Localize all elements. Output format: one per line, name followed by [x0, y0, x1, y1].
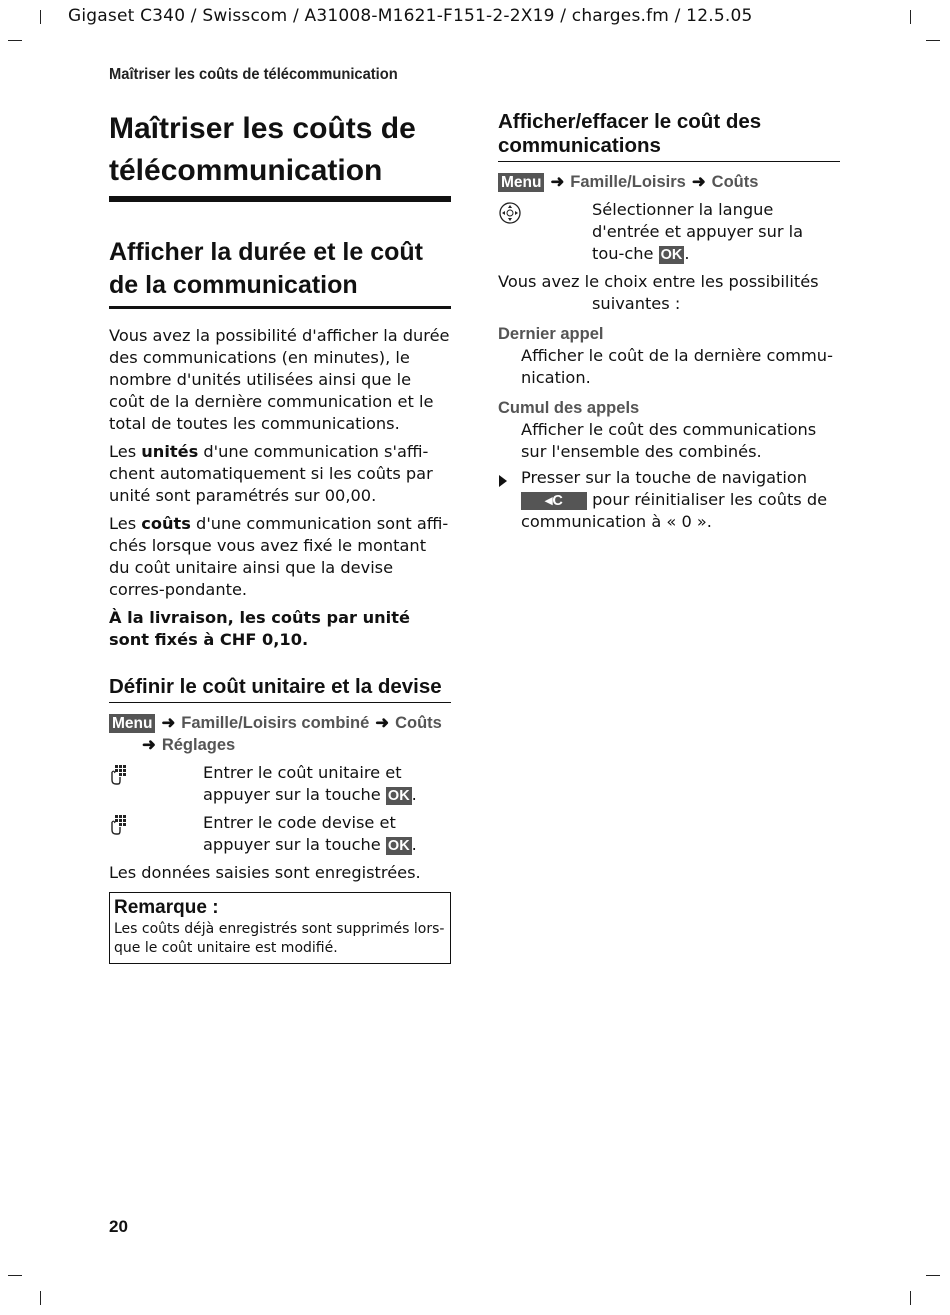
crop-mark — [910, 10, 911, 24]
units-term: unités — [141, 442, 199, 461]
page-title: Maîtriser les coûts de télécommunication — [109, 108, 451, 202]
choice-paragraph: Vous avez le choix entre les possibilités suivantes : — [498, 272, 819, 313]
page-number: 20 — [109, 1217, 128, 1236]
arrow-right-icon: ➜ — [375, 714, 390, 732]
menu-path: Menu ➜ Famille/Loisirs ➜ Coûts — [498, 171, 840, 193]
option-label: Dernier appel — [498, 325, 604, 343]
arrow-right-icon: ➜ — [142, 736, 156, 754]
left-column — [109, 108, 451, 964]
clear-key: ◂C — [521, 492, 587, 510]
file-header: Gigaset C340 / Swisscom / A31008-M1621-F151-2-2X19 / charges.fm / 12.5.05 — [68, 6, 753, 26]
option-label: Cumul des appels — [498, 399, 640, 417]
default-cost-paragraph: À la livraison, les coûts par unité sont fixés à CHF 0,10. — [109, 608, 410, 649]
arrow-right-icon: ➜ — [691, 173, 706, 191]
subsection-heading: Définir le coût unitaire et la devise — [109, 675, 451, 703]
units-paragraph: Les unités d'une communication s'affi-chent automatiquement si les coûts par unité sont paramétrés sur 00,00. — [109, 442, 433, 505]
crop-mark — [926, 1275, 940, 1276]
option-description: Afficher le coût des communications sur l'ensemble des combinés. — [521, 420, 817, 461]
section-heading: Afficher la durée et le coût de la communication — [109, 236, 451, 309]
running-head: Maîtriser les coûts de télécommunication — [109, 66, 398, 83]
step-select-language: Sélectionner la langue d'entrée et appuyer sur la tou-che OK . — [498, 199, 840, 265]
note-body: Les coûts déjà enregistrés sont supprimés lors-que le coût unitaire est modifié. — [114, 921, 445, 956]
crop-mark — [8, 40, 22, 41]
arrow-right-icon: ➜ — [550, 173, 565, 191]
crop-mark — [40, 10, 41, 24]
crop-mark — [926, 40, 940, 41]
note-title: Remarque : — [114, 897, 219, 918]
intro-paragraph: Vous avez la possibilité d'afficher la durée des communications (en minutes), le nombre d'unités utilisées ainsi que le coût de la dernière communication et le total de toutes les communications. — [109, 326, 450, 433]
saved-paragraph: Les données saisies sont enregistrées. — [109, 863, 421, 882]
step-enter-unit-cost: Entrer le coût unitaire et appuyer sur la touche OK . — [109, 762, 451, 806]
ok-key: OK — [387, 838, 410, 854]
menu-key: Menu — [498, 173, 544, 192]
costs-paragraph: Les coûts d'une communication sont affi-chés lorsque vous avez fixé le montant du coût unitaire ainsi que la devise corres-pondante. — [109, 514, 449, 599]
subsection-heading: Afficher/effacer le coût des communications — [498, 110, 840, 162]
menu-key: Menu — [109, 714, 155, 733]
navigation-key-icon — [498, 199, 592, 265]
crop-mark — [910, 1291, 911, 1305]
right-column — [498, 110, 840, 533]
option-description: Afficher le coût de la dernière commu-nication. — [521, 346, 833, 387]
menu-path: Menu ➜ Famille/Loisirs combiné ➜ Coûts ➜ Réglages — [109, 712, 451, 756]
arrow-right-icon: ➜ — [161, 714, 176, 732]
costs-term: coûts — [141, 514, 191, 533]
note-box — [109, 892, 451, 964]
step-enter-currency: Entrer le code devise et appuyer sur la touche OK . — [109, 812, 451, 856]
ok-key: OK — [387, 788, 410, 804]
bullet-triangle-icon — [498, 467, 521, 533]
keypad-icon — [109, 812, 203, 856]
ok-key: OK — [660, 247, 683, 263]
crop-mark — [8, 1275, 22, 1276]
crop-mark — [40, 1291, 41, 1305]
reset-instruction: Presser sur la touche de navigation ◂C pour réinitialiser les coûts de communication à « 0 ». — [498, 467, 840, 533]
keypad-icon — [109, 762, 203, 806]
